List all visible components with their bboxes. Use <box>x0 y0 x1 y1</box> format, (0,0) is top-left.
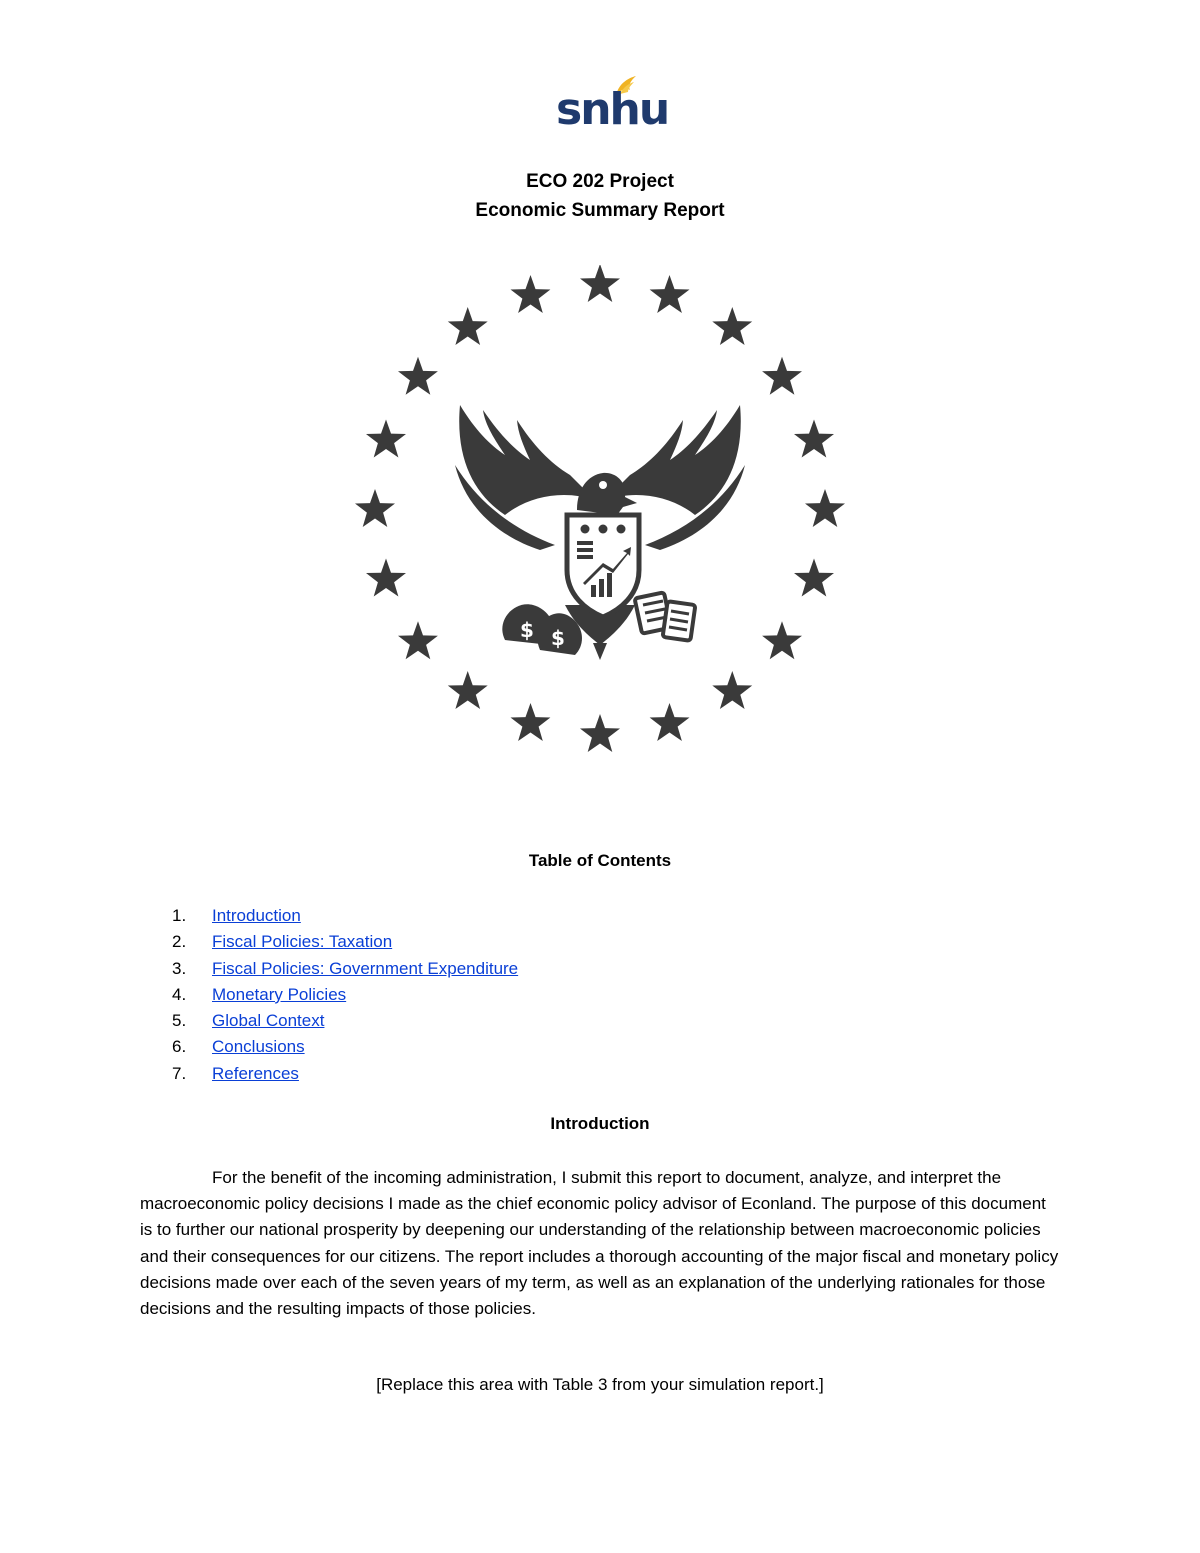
star-icon <box>511 703 551 741</box>
star-icon <box>366 559 406 597</box>
table-of-contents <box>172 903 518 1087</box>
toc-link-global-context[interactable]: Global Context <box>212 1011 325 1031</box>
star-icon <box>580 714 620 752</box>
star-icon <box>712 671 752 709</box>
introduction-heading: Introduction <box>550 1114 650 1133</box>
bag-dollar-label: $ <box>551 626 565 650</box>
star-icon <box>794 559 834 597</box>
toc-item: 2. Fiscal Policies: Taxation <box>172 929 518 955</box>
star-icon <box>511 275 551 313</box>
star-icon <box>805 489 845 527</box>
toc-heading: Table of Contents <box>528 851 672 870</box>
eagle-emblem <box>355 265 845 755</box>
calculator-icon <box>635 592 696 640</box>
star-icon <box>650 703 690 741</box>
star-icon <box>712 307 752 345</box>
introduction-paragraph: For the benefit of the incoming administration, I submit this report to document, analyze, and interpret the macroeconomic policy decisions I made as the chief economic policy advisor of Econland. The purpose of this document is to further our national prosperity by deepening our understanding of the relationship between macroeconomic policies and their consequences for our citizens. The report includes a thorough accounting of the major fiscal and monetary policy decisions made over each of the seven years of my term, as well as an explanation of the underlying rationales for those decisions and the resulting impacts of those policies. <box>140 1168 1059 1319</box>
toc-link-monetary-policies[interactable]: Monetary Policies <box>212 984 347 1004</box>
document-subtitle: Economic Summary Report <box>475 200 725 221</box>
logo-text: snhu <box>556 84 669 135</box>
star-icon <box>762 621 802 659</box>
star-icon <box>398 357 438 395</box>
toc-item: 5. Global Context <box>172 1008 518 1034</box>
toc-link-taxation[interactable]: Fiscal Policies: Taxation <box>212 932 393 952</box>
star-icon <box>355 489 395 527</box>
star-icon <box>794 420 834 458</box>
star-icon <box>448 307 488 345</box>
star-icon <box>398 621 438 659</box>
document-title: ECO 202 Project <box>526 171 674 192</box>
table-placeholder-note: [Replace this area with Table 3 from your simulation report.] <box>376 1375 824 1394</box>
toc-item: 3. Fiscal Policies: Government Expenditure <box>172 956 518 982</box>
toc-item: 6. Conclusions <box>172 1034 518 1060</box>
bag-dollar-label: $ <box>520 618 534 642</box>
star-icon <box>366 420 406 458</box>
star-icon <box>580 265 620 302</box>
toc-item: 1. Introduction <box>172 903 518 929</box>
toc-link-conclusions[interactable]: Conclusions <box>212 1037 305 1057</box>
star-icon <box>762 357 802 395</box>
toc-item: 4. Monetary Policies <box>172 982 518 1008</box>
star-icon <box>448 671 488 709</box>
toc-link-references[interactable]: References <box>212 1063 299 1083</box>
star-icon <box>650 275 690 313</box>
toc-link-government-expenditure[interactable]: Fiscal Policies: Government Expenditure <box>212 958 519 978</box>
toc-item: 7. References <box>172 1061 518 1087</box>
toc-link-introduction[interactable]: Introduction <box>212 906 301 925</box>
